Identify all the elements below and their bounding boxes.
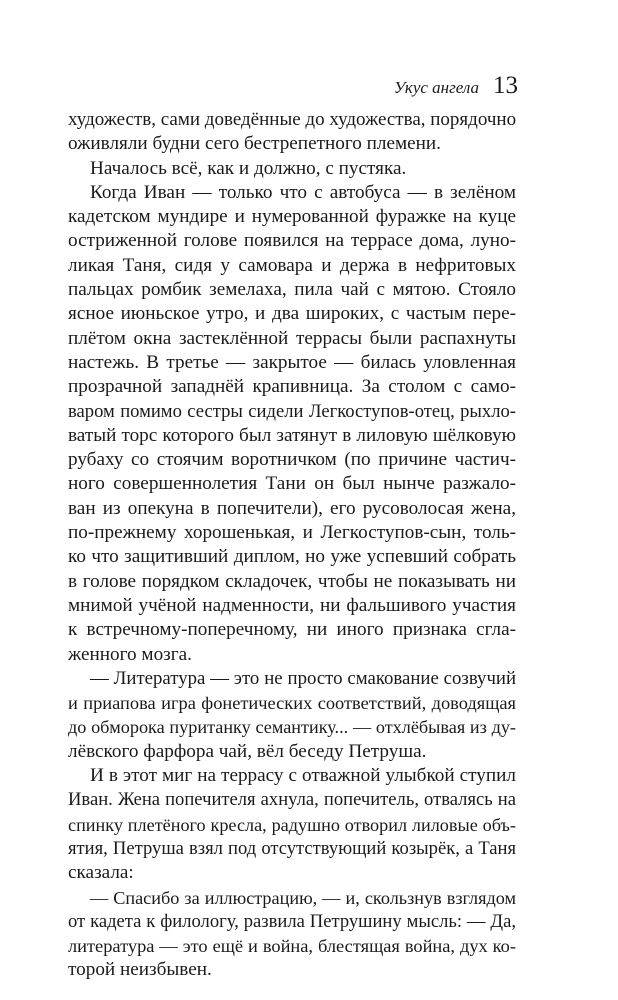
text-line: ко что защитивший диплом, но уже успевший собрать	[68, 546, 516, 568]
text-line: от кадета к филологу, развила Петрушину мысль: — Да,	[68, 910, 516, 932]
text-line: лёвского фарфора чай, вёл беседу Петруша.	[68, 740, 427, 762]
text-line: ясное июньское утро, и два широких, с частым пере-	[68, 303, 516, 325]
text-line: спинку плетёного кресла, радушно отворил лиловые объ-	[68, 814, 516, 835]
text-line: остриженной голове появился на террасе дома, луно-	[68, 230, 516, 252]
text-line: ватый торс которого был затянут в лиловую шёлковую	[68, 424, 516, 446]
text-line: сказала:	[68, 862, 134, 884]
text-line: ного совершеннолетия Тани он был нынче разжало-	[68, 473, 516, 495]
text-line: ликая Таня, сидя у самовара и держа в нефритовых	[68, 254, 516, 276]
text-line: варом помимо сестры сидели Легкоступов-отец, рыхло-	[68, 400, 516, 422]
text-line: Когда Иван — только что с автобуса — в зелёном	[90, 181, 516, 203]
text-line: до обморока пуританку семантику... — отхлёбывая из ду-	[68, 717, 516, 738]
text-line: Иван. Жена попечителя ахнула, попечитель, отвалясь на	[68, 789, 516, 811]
text-line: по-прежнему хорошенькая, и Легкоступов-сын, толь-	[68, 522, 516, 544]
text-line: настежь. В третье — закрытое — билась уловленная	[68, 351, 516, 373]
running-head	[394, 72, 518, 100]
body-text	[68, 108, 516, 983]
text-line: кадетском мундире и нумерованной фуражке на куце	[68, 206, 516, 228]
text-line: к встречному-поперечному, ни иного признака сгла-	[68, 619, 516, 641]
text-line: плётом окна застеклённой террасы были распахнуты	[68, 327, 516, 349]
text-line: оживляли будни сего бестрепетного племени.	[68, 133, 441, 155]
page-number: 13	[493, 72, 518, 99]
text-line: в голове порядком складочек, чтобы не показывать ни	[68, 570, 516, 592]
text-line: женного мозга.	[68, 643, 192, 665]
text-line: Началось всё, как и должно, с пустяка.	[90, 157, 407, 179]
text-line: художеств, сами доведённые до художества, порядочно	[68, 109, 516, 130]
text-line: И в этот миг на террасу с отважной улыбкой ступил	[90, 765, 516, 787]
text-line: мнимой учёной надменности, ни фальшивого участия	[68, 594, 516, 616]
text-line: ятия, Петруша взял под отсутствующий козырёк, а Таня	[68, 837, 516, 859]
text-line: — Спасибо за иллюстрацию, — и, скользнув взглядом	[90, 887, 516, 908]
text-line: пальцах ромбик земелаха, пила чай с мятою. Стояло	[68, 279, 516, 301]
text-line: и приапова игра фонетических соответствий, доводящая	[68, 693, 516, 714]
running-head-title: Укус ангела	[393, 78, 479, 97]
text-line: ван из опекуна в попечители), его русоволосая жена,	[68, 497, 516, 519]
text-line: рубаху со стоячим воротничком (по причине частич-	[68, 449, 516, 471]
text-line: прозрачной западнёй крапивница. За столом с само-	[68, 376, 516, 398]
text-line: — Литература — это не просто смакование созвучий	[90, 667, 516, 689]
text-line: литература — это ещё и война, блестящая война, дух ко-	[68, 936, 516, 957]
text-line: торой неизбывен.	[68, 959, 212, 981]
